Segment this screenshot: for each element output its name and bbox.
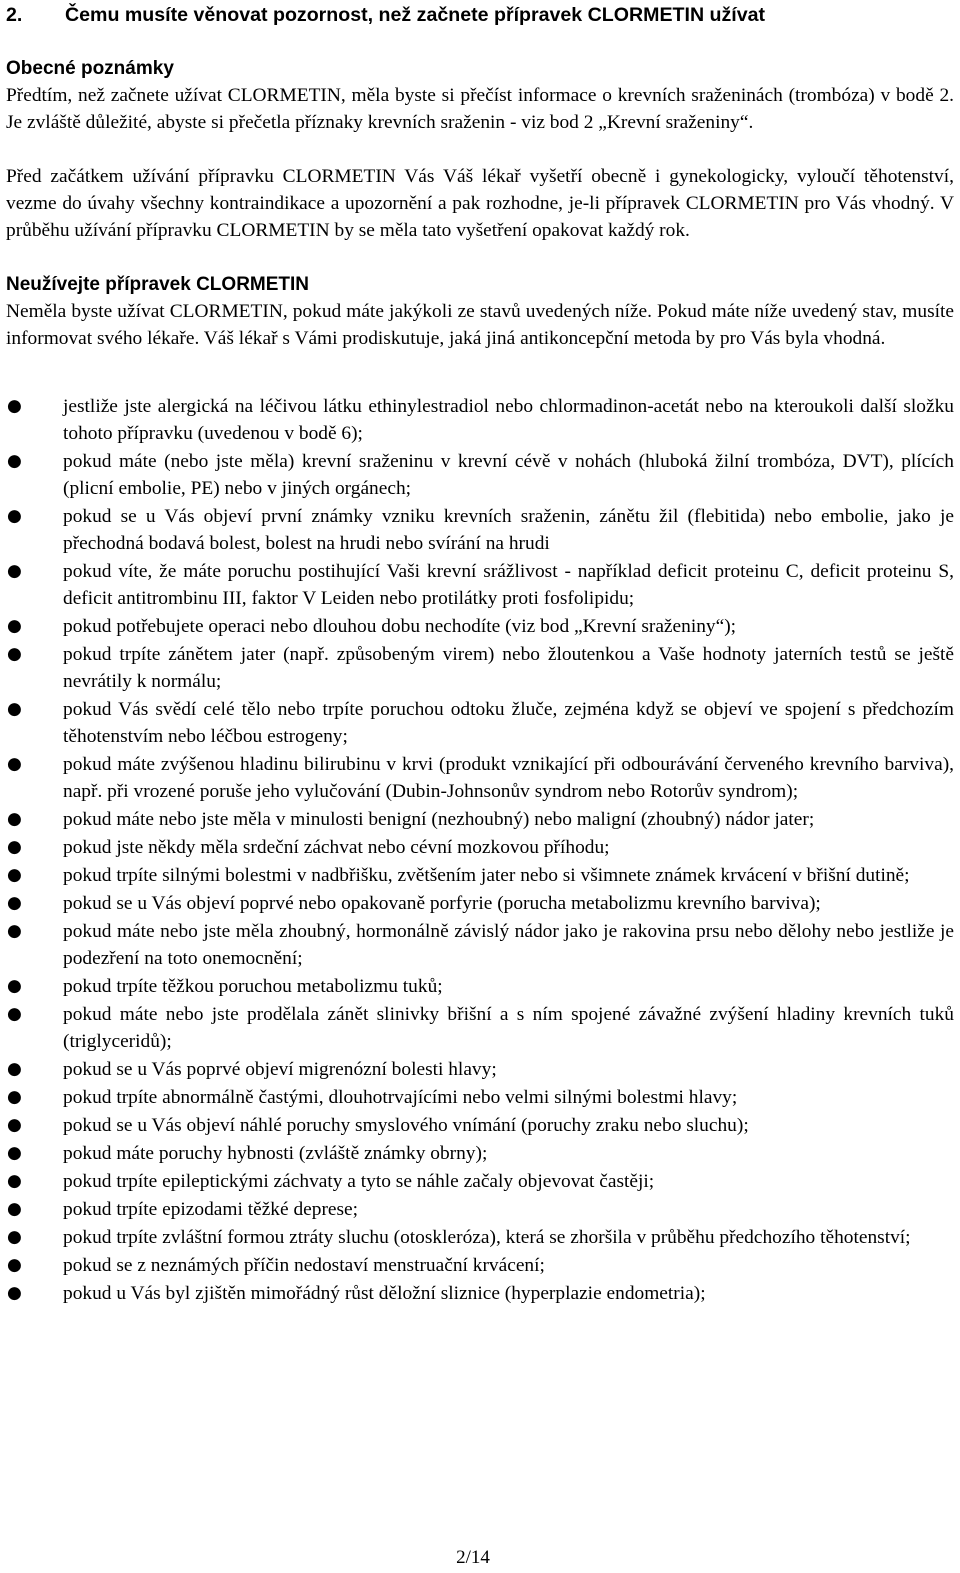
list-item bbox=[6, 834, 954, 861]
list-item bbox=[6, 393, 954, 447]
list-item-text: pokud trpíte epileptickými záchvaty a tyto se náhle začaly objevovat častěji; bbox=[63, 1171, 655, 1192]
do-not-use-heading: Neužívejte přípravek CLORMETIN bbox=[6, 274, 310, 295]
bullet-icon: ● bbox=[7, 865, 22, 885]
list-item-text: pokud jste někdy měla srdeční záchvat nebo cévní mozkovou příhodu; bbox=[63, 837, 610, 858]
bullet-icon: ● bbox=[7, 976, 22, 996]
bullet-icon: ● bbox=[7, 451, 22, 471]
do-not-use-intro: Neměla byste užívat CLORMETIN, pokud máte jakýkoli ze stavů uvedených níže. Pokud máte níže uvedený stav, musíte informovat svého lékaře. Váš lékař s Vámi prodiskutuje, jaká jiná antikoncepční metoda by pro Vás byla vhodná. bbox=[6, 301, 954, 349]
section-title: Čemu musíte věnovat pozornost, než začnete přípravek CLORMETIN užívat bbox=[65, 4, 766, 26]
bullet-icon: ● bbox=[7, 1255, 22, 1275]
bullet-icon: ● bbox=[7, 809, 22, 829]
list-item-text: pokud u Vás byl zjištěn mimořádný růst děložní sliznice (hyperplazie endometria); bbox=[63, 1283, 706, 1304]
list-item bbox=[6, 448, 954, 502]
list-item-text: pokud máte (nebo jste měla) krevní sraženinu v krevní cévě v nohách (hluboká žilní trombóza, DVT), plících (plicní embolie, PE) nebo v jiných orgánech; bbox=[63, 451, 954, 499]
general-notes-heading: Obecné poznámky bbox=[6, 58, 174, 79]
list-item-text: pokud máte nebo jste prodělala zánět slinivky břišní a s ním spojené závažné zvýšení hladiny krevních tuků (triglyceridů); bbox=[63, 1004, 954, 1052]
list-item bbox=[6, 751, 954, 805]
contraindication-list bbox=[6, 393, 954, 1307]
bullet-icon: ● bbox=[7, 1115, 22, 1135]
bullet-icon: ● bbox=[7, 1087, 22, 1107]
section-number: 2. bbox=[6, 4, 23, 26]
list-item-text: pokud trpíte silnými bolestmi v nadbřišku, zvětšením jater nebo si všimnete známek krvácení v břišní dutině; bbox=[63, 865, 910, 886]
bullet-icon: ● bbox=[7, 396, 22, 416]
bullet-icon: ● bbox=[7, 1143, 22, 1163]
list-item-text: pokud trpíte zánětem jater (např. způsobeným virem) nebo žloutenkou a Vaše hodnoty jaterních testů se ještě nevrátily k normálu; bbox=[63, 644, 954, 692]
list-item-text: pokud trpíte epizodami těžké deprese; bbox=[63, 1199, 359, 1220]
bullet-icon: ● bbox=[7, 1171, 22, 1191]
general-notes-text: Předtím, než začnete užívat CLORMETIN, měla byste si přečíst informace o krevních sraženinách (trombóza) v bodě 2. Je zvláště důležité, abyste si přečetla příznaky krevních sraženin - viz bod 2 bbox=[6, 85, 954, 133]
list-item-text: pokud se z neznámých příčin nedostaví menstruační krvácení; bbox=[63, 1255, 545, 1276]
bullet-icon: ● bbox=[7, 506, 22, 526]
examination-paragraph: Před začátkem užívání přípravku CLORMETIN Vás Váš lékař vyšetří obecně i gynekologicky, vyloučí těhotenství, vezme do úvahy všechny kontraindikace a upozornění a pak rozhodne, je-li přípravek CLORMETIN pro Vás vhodný. V průběhu užívání přípravku CLORMETIN by se měla tato vyšetření opakovat každý rok. bbox=[6, 166, 954, 241]
list-item-text: pokud Vás svědí celé tělo nebo trpíte poruchou odtoku žluče, zejména když se objeví ve spojení s předchozím těhotenstvím nebo léčbou estrogeny; bbox=[63, 699, 954, 747]
list-item-text: pokud se u Vás objeví první známky vzniku krevních sraženin, zánětu žil (flebitida) nebo embolie, jako je přechodná bodavá bolest, bolest na hrudi nebo svírání na hrudi bbox=[63, 506, 954, 554]
list-item-text: pokud trpíte těžkou poruchou metabolizmu tuků; bbox=[63, 976, 443, 997]
list-item bbox=[6, 613, 954, 640]
list-item-text: pokud potřebujete operaci nebo dlouhou dobu nechodíte (viz bod „Krevní sraženiny“); bbox=[63, 616, 737, 637]
page-number: 2/14 bbox=[456, 1547, 490, 1568]
list-item-text: pokud se u Vás objeví náhlé poruchy smyslového vnímání (poruchy zraku nebo sluchu); bbox=[63, 1115, 749, 1136]
list-item-text: pokud trpíte zvláštní formou ztráty sluchu (otoskleróza), která se zhoršila v průběhu předchozího těhotenství; bbox=[63, 1227, 911, 1248]
bullet-icon: ● bbox=[7, 699, 22, 719]
bullet-icon: ● bbox=[7, 616, 22, 636]
bullet-icon: ● bbox=[7, 1004, 22, 1024]
blood-clots-reference: „Krevní sraženiny“. bbox=[598, 112, 754, 133]
list-item bbox=[6, 918, 954, 972]
list-item bbox=[6, 1252, 954, 1279]
list-item bbox=[6, 862, 954, 889]
bullet-icon: ● bbox=[7, 1199, 22, 1219]
list-item bbox=[6, 973, 954, 1000]
list-item bbox=[6, 1056, 954, 1083]
list-item bbox=[6, 806, 954, 833]
list-item-text: pokud máte zvýšenou hladinu bilirubinu v krvi (produkt vznikající při odbourávání červeného krevního barviva), např. při vrozené poruše jeho vylučování (Dubin-Johnsonův syndrom nebo Rotorův syndrom); bbox=[63, 754, 954, 802]
bullet-icon: ● bbox=[7, 921, 22, 941]
list-item bbox=[6, 696, 954, 750]
bullet-icon: ● bbox=[7, 893, 22, 913]
document-body bbox=[6, 2, 954, 1308]
list-item bbox=[6, 890, 954, 917]
list-item bbox=[6, 1001, 954, 1055]
list-item-text: pokud se u Vás poprvé objeví migrenózní bolesti hlavy; bbox=[63, 1059, 497, 1080]
list-item-text: pokud trpíte abnormálně častými, dlouhotrvajícími nebo velmi silnými bolestmi hlavy; bbox=[63, 1087, 738, 1108]
list-item bbox=[6, 1168, 954, 1195]
list-item-text: pokud máte poruchy hybnosti (zvláště známky obrny); bbox=[63, 1143, 488, 1164]
bullet-icon: ● bbox=[7, 561, 22, 581]
bullet-icon: ● bbox=[7, 1283, 22, 1303]
list-item-text: pokud se u Vás objeví poprvé nebo opakovaně porfyrie (porucha metabolizmu krevního barviva); bbox=[63, 893, 821, 914]
list-item bbox=[6, 1140, 954, 1167]
list-item bbox=[6, 1280, 954, 1307]
list-item-text: jestliže jste alergická na léčivou látku ethinylestradiol nebo chlormadinon-acetát nebo na kteroukoli další složku tohoto přípravku (uvedenou v bodě 6); bbox=[63, 396, 954, 444]
bullet-icon: ● bbox=[7, 837, 22, 857]
list-item-text: pokud máte nebo jste měla v minulosti benigní (nezhoubný) nebo maligní (zhoubný) nádor jater; bbox=[63, 809, 815, 830]
general-notes-paragraph bbox=[6, 82, 954, 136]
bullet-icon: ● bbox=[7, 644, 22, 664]
bullet-icon: ● bbox=[7, 1227, 22, 1247]
list-item bbox=[6, 1196, 954, 1223]
list-item bbox=[6, 1224, 954, 1251]
list-item bbox=[6, 1112, 954, 1139]
list-item-text: pokud víte, že máte poruchu postihující Vaši krevní srážlivost - například deficit proteinu C, deficit proteinu S, deficit antitrombinu III, faktor V Leiden nebo protilátky proti fosfolipidu; bbox=[63, 561, 954, 609]
bullet-icon: ● bbox=[7, 1059, 22, 1079]
bullet-icon: ● bbox=[7, 754, 22, 774]
list-item bbox=[6, 641, 954, 695]
section-heading bbox=[6, 2, 954, 29]
list-item bbox=[6, 558, 954, 612]
list-item bbox=[6, 503, 954, 557]
list-item bbox=[6, 1084, 954, 1111]
list-item-text: pokud máte nebo jste měla zhoubný, hormonálně závislý nádor jako je rakovina prsu nebo dělohy nebo jestliže je podezření na toto onemocnění; bbox=[63, 921, 954, 969]
